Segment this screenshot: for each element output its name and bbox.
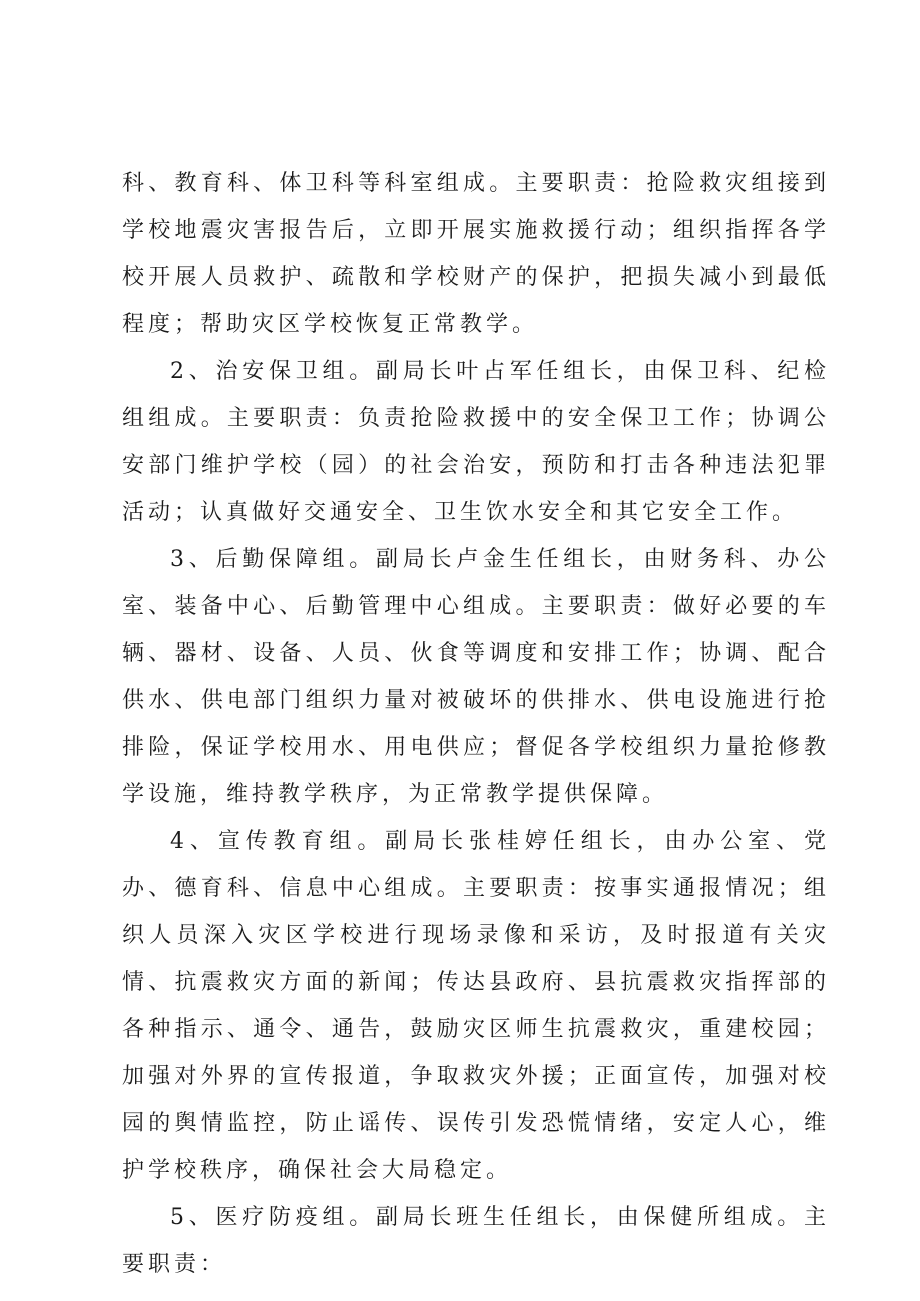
paragraph-continued: 科、教育科、体卫科等科室组成。主要职责：抢险救灾组接到学校地震灾害报告后，立即开展实施救援行动；组织指挥各学校开展人员救护、疏散和学校财产的保护，把损失减小到最低程度；帮助灾区学校恢复正常教学。 bbox=[122, 171, 830, 337]
document-body bbox=[122, 160, 830, 1288]
paragraph-logistics-group: 3、后勤保障组。副局长卢金生任组长，由财务科、办公室、装备中心、后勤管理中心组成。主要职责：做好必要的车辆、器材、设备、人员、伙食等调度和安排工作；协调、配合供水、供电部门组织力量对被破坏的供排水、供电设施进行抢排险，保证学校用水、用电供应；督促各学校组织力量抢修教学设施，维持教学秩序，为正常教学提供保障。 bbox=[122, 547, 830, 807]
paragraph-medical-group: 5、医疗防疫组。副局长班生任组长，由保健所组成。主要职责： bbox=[122, 1205, 830, 1277]
paragraph-security-group: 2、治安保卫组。副局长叶占军任组长，由保卫科、纪检组组成。主要职责：负责抢险救援中的安全保卫工作；协调公安部门维护学校（园）的社会治安，预防和打击各种违法犯罪活动；认真做好交通安全、卫生饮水安全和其它安全工作。 bbox=[122, 359, 830, 525]
paragraph-publicity-group: 4、宣传教育组。副局长张桂婷任组长，由办公室、党办、德育科、信息中心组成。主要职责：按事实通报情况；组织人员深入灾区学校进行现场录像和采访，及时报道有关灾情、抗震救灾方面的新闻；传达县政府、县抗震救灾指挥部的各种指示、通令、通告，鼓励灾区师生抗震救灾，重建校园；加强对外界的宣传报道，争取救灾外援；正面宣传，加强对校园的舆情监控，防止谣传、误传引发恐慌情绪，安定人心，维护学校秩序，确保社会大局稳定。 bbox=[122, 829, 830, 1183]
